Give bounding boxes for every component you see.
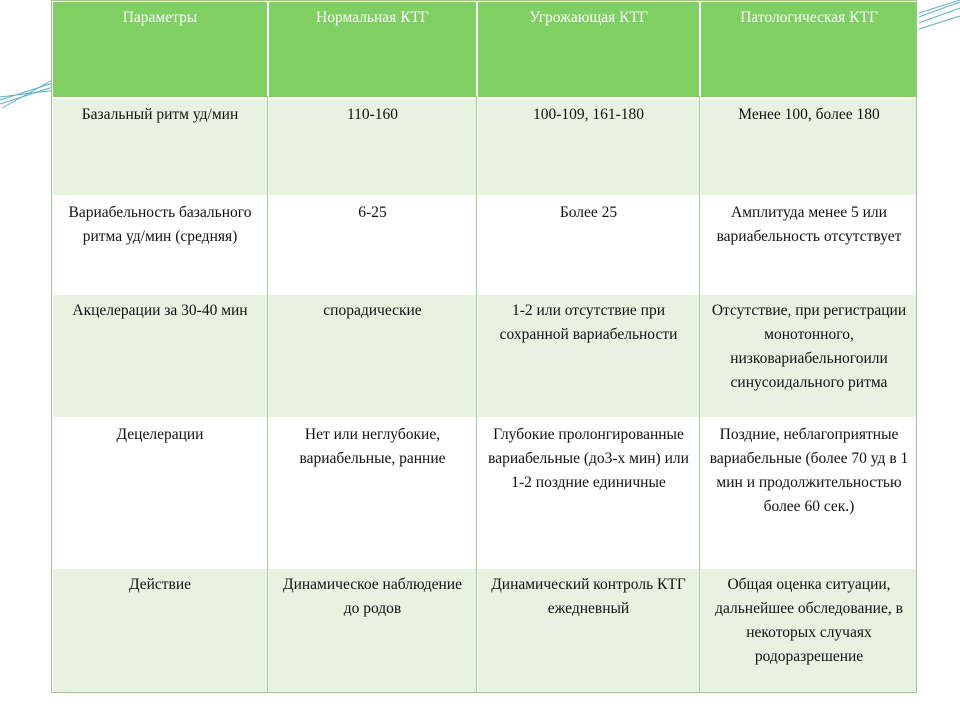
table-row (52, 568, 918, 694)
cell-normal: Динамическое наблюдение до родов (268, 568, 477, 694)
cell-parameter: Действие (52, 568, 268, 694)
header-pathological-ktg: Патологическая КТГ (700, 1, 918, 98)
ktg-table (51, 0, 919, 695)
header-threatening-ktg: Угрожающая КТГ (477, 1, 700, 98)
cell-normal: спорадические (268, 294, 477, 418)
cell-pathological: Общая оценка ситуации, дальнейшее обследование, в некоторых случаях родоразрешение (700, 568, 918, 694)
cell-pathological: Поздние, неблагоприятные вариабельные (более 70 уд в 1 мин и продолжительностью более 60 сек.) (700, 418, 918, 568)
cell-threatening: 1-2 или отсутствие при сохранной вариабельности (477, 294, 700, 418)
cell-pathological: Менее 100, более 180 (700, 98, 918, 196)
cell-threatening: Глубокие пролонгированные вариабельные (до3-х мин) или 1-2 поздние единичные (477, 418, 700, 568)
cell-parameter: Вариабельность базального ритма уд/мин (средняя) (52, 196, 268, 294)
header-parameters: Параметры (52, 1, 268, 98)
cell-threatening: Динамический контроль КТГ ежедневный (477, 568, 700, 694)
header-normal-ktg: Нормальная КТГ (268, 1, 477, 98)
cell-parameter: Базальный ритм уд/мин (52, 98, 268, 196)
table-row (52, 294, 918, 418)
table-row (52, 98, 918, 196)
cell-parameter: Акцелерации за 30-40 мин (52, 294, 268, 418)
cell-normal: 110-160 (268, 98, 477, 196)
header-row (52, 1, 918, 98)
cell-pathological: Амплитуда менее 5 или вариабельность отсутствует (700, 196, 918, 294)
cell-normal: 6-25 (268, 196, 477, 294)
table-row (52, 418, 918, 568)
cell-parameter: Децелерации (52, 418, 268, 568)
cell-threatening: 100-109, 161-180 (477, 98, 700, 196)
cell-pathological: Отсутствие, при регистрации монотонного, низковариабельногоили синусоидального ритма (700, 294, 918, 418)
cell-threatening: Более 25 (477, 196, 700, 294)
cell-normal: Нет или неглубокие, вариабельные, ранние (268, 418, 477, 568)
table-row (52, 196, 918, 294)
